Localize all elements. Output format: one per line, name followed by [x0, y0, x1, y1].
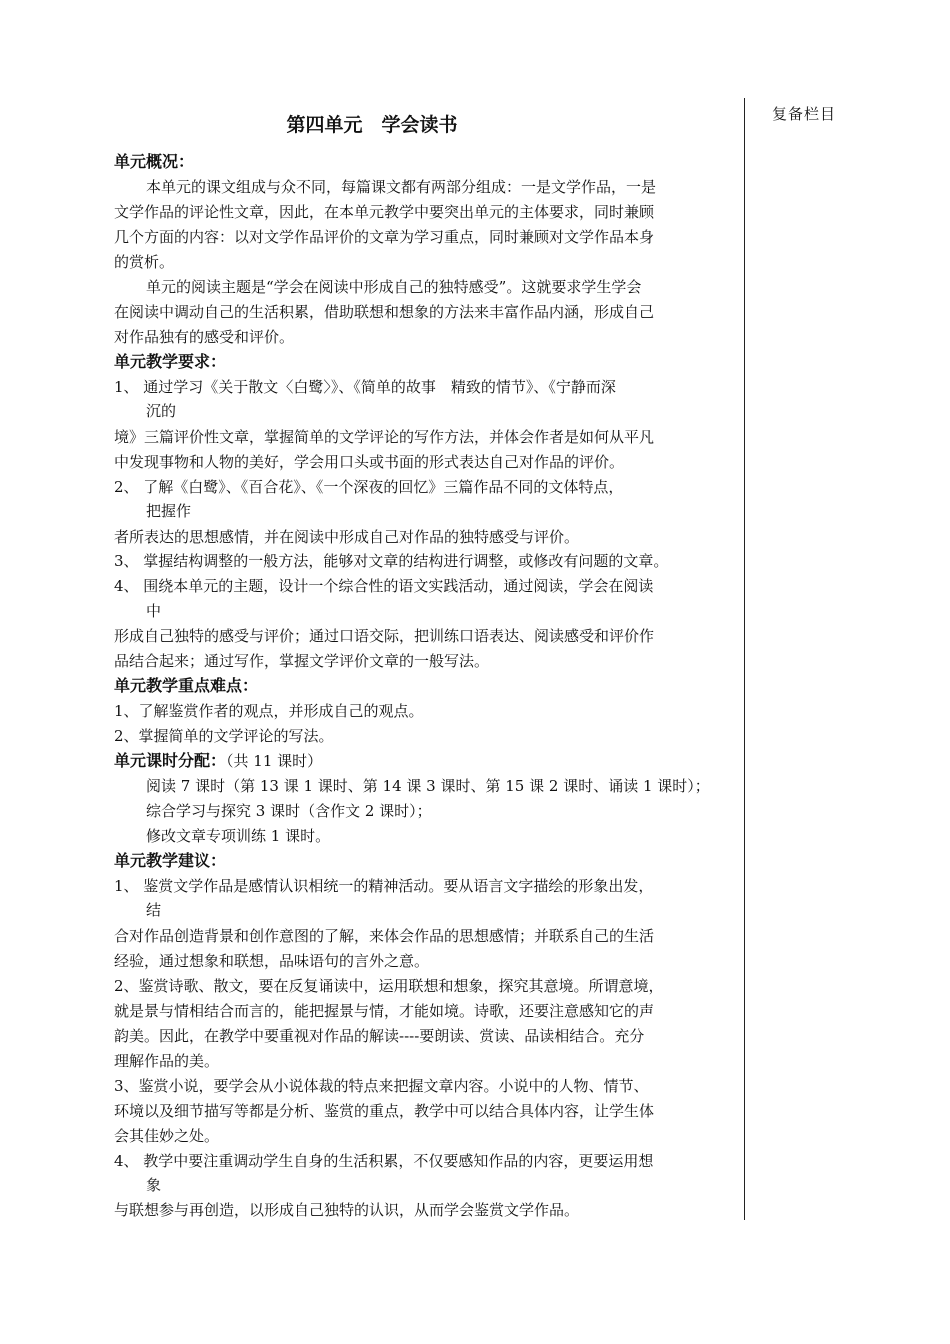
suggestions-line: 合对作品创造背景和创作意图的了解，来体会作品的思想感情；并联系自己的生活	[114, 927, 655, 945]
overview-line: 单元的阅读主题是“学会在阅读中形成自己的独特感受”。这就要求学生学会	[146, 278, 642, 296]
requirements-line: 中发现事物和人物的美好，学会用口头或书面的形式表达自己对作品的评价。	[114, 453, 625, 471]
suggestions-line: 2、鉴赏诗歌、散文，要在反复诵读中，运用联想和想象，探究其意境。所谓意境，	[114, 977, 664, 995]
suggestions-line: 环境以及细节描写等都是分析、鉴赏的重点，教学中可以结合具体内容，让学生体	[114, 1102, 655, 1120]
schedule-total-note: （共 11 课时）	[226, 752, 323, 770]
requirements-line: 沉的	[146, 402, 177, 420]
side-column-label: 复备栏目	[772, 105, 837, 123]
overview-line: 对作品独有的感受和评价。	[114, 328, 295, 346]
suggestions-line: 韵美。因此，在教学中要重视对作品的解读----要朗读、赏读、品读相结合。充分	[114, 1027, 645, 1045]
requirements-line: 形成自己独特的感受与评价；通过口语交际，把训练口语表达、阅读感受和评价作	[114, 627, 655, 645]
section-heading-requirements: 单元教学要求：	[114, 352, 227, 371]
requirements-line: 境》三篇评价性文章，掌握简单的文学评论的写作方法，并体会作者是如何从平凡	[114, 428, 655, 446]
suggestions-line: 4、 教学中要注重调动学生自身的生活积累，不仅要感知作品的内容，更要运用想	[114, 1152, 654, 1170]
overview-line: 文学作品的评论性文章，因此，在本单元教学中要突出单元的主体要求，同时兼顾	[114, 203, 655, 221]
requirements-line: 品结合起来；通过写作，掌握文学评价文章的一般写法。	[114, 652, 490, 670]
requirements-line: 4、 围绕本单元的主题，设计一个综合性的语文实践活动，通过阅读，学会在阅读	[114, 577, 654, 595]
section-heading-overview: 单元概况：	[114, 152, 195, 171]
suggestions-line: 象	[146, 1176, 162, 1194]
overview-line: 本单元的课文组成与众不同，每篇课文都有两部分组成：一是文学作品，一是	[146, 178, 657, 196]
section-heading-schedule: 单元课时分配：	[114, 751, 227, 770]
section-heading-schedule-row	[114, 751, 322, 771]
requirements-line: 1、 通过学习《关于散文〈白鹭〉》、《简单的故事 精致的情节》、《宁静而深	[114, 378, 616, 396]
overview-line: 在阅读中调动自己的生活积累，借助联想和想象的方法来丰富作品内涵，形成自己	[114, 303, 655, 321]
key-points-line: 2、掌握简单的文学评论的写法。	[114, 727, 334, 745]
page-title: 第四单元 学会读书	[286, 114, 458, 136]
suggestions-line: 会其佳妙之处。	[114, 1127, 220, 1145]
overview-line: 几个方面的内容：以对文学作品评价的文章为学习重点，同时兼顾对文学作品本身	[114, 228, 655, 246]
requirements-line: 把握作	[146, 502, 192, 520]
requirements-line: 者所表达的思想感情，并在阅读中形成自己对作品的独特感受与评价。	[114, 528, 580, 546]
overview-line: 的赏析。	[114, 253, 175, 271]
suggestions-line: 经验，通过想象和联想，品味语句的言外之意。	[114, 952, 430, 970]
section-heading-suggestions: 单元教学建议：	[114, 851, 227, 870]
schedule-line: 阅读 7 课时（第 13 课 1 课时、第 14 课 3 课时、第 15 课 2 课时、诵读 1 课时）；	[146, 777, 710, 795]
schedule-line: 综合学习与探究 3 课时（含作文 2 课时）；	[146, 802, 432, 820]
section-heading-key-points: 单元教学重点难点：	[114, 676, 259, 695]
margin-divider-line	[744, 98, 745, 1220]
suggestions-line: 3、鉴赏小说，要学会从小说体裁的特点来把握文章内容。小说中的人物、情节、	[114, 1077, 649, 1095]
requirements-line: 中	[146, 602, 162, 620]
suggestions-line: 1、 鉴赏文学作品是感情认识相统一的精神活动。要从语言文字描绘的形象出发，	[114, 877, 654, 895]
suggestions-line: 结	[146, 901, 162, 919]
suggestions-line: 就是景与情相结合而言的，能把握景与情，才能如境。诗歌，还要注意感知它的声	[114, 1002, 655, 1020]
schedule-line: 修改文章专项训练 1 课时。	[146, 827, 331, 845]
requirements-line: 2、 了解《白鹭》、《百合花》、《一个深夜的回忆》三篇作品不同的文体特点，	[114, 478, 624, 496]
key-points-line: 1、了解鉴赏作者的观点，并形成自己的观点。	[114, 702, 424, 720]
suggestions-line: 与联想参与再创造，以形成自己独特的认识，从而学会鉴赏文学作品。	[114, 1201, 580, 1219]
requirements-line: 3、 掌握结构调整的一般方法，能够对文章的结构进行调整，或修改有问题的文章。	[114, 552, 669, 570]
suggestions-line: 理解作品的美。	[114, 1052, 220, 1070]
